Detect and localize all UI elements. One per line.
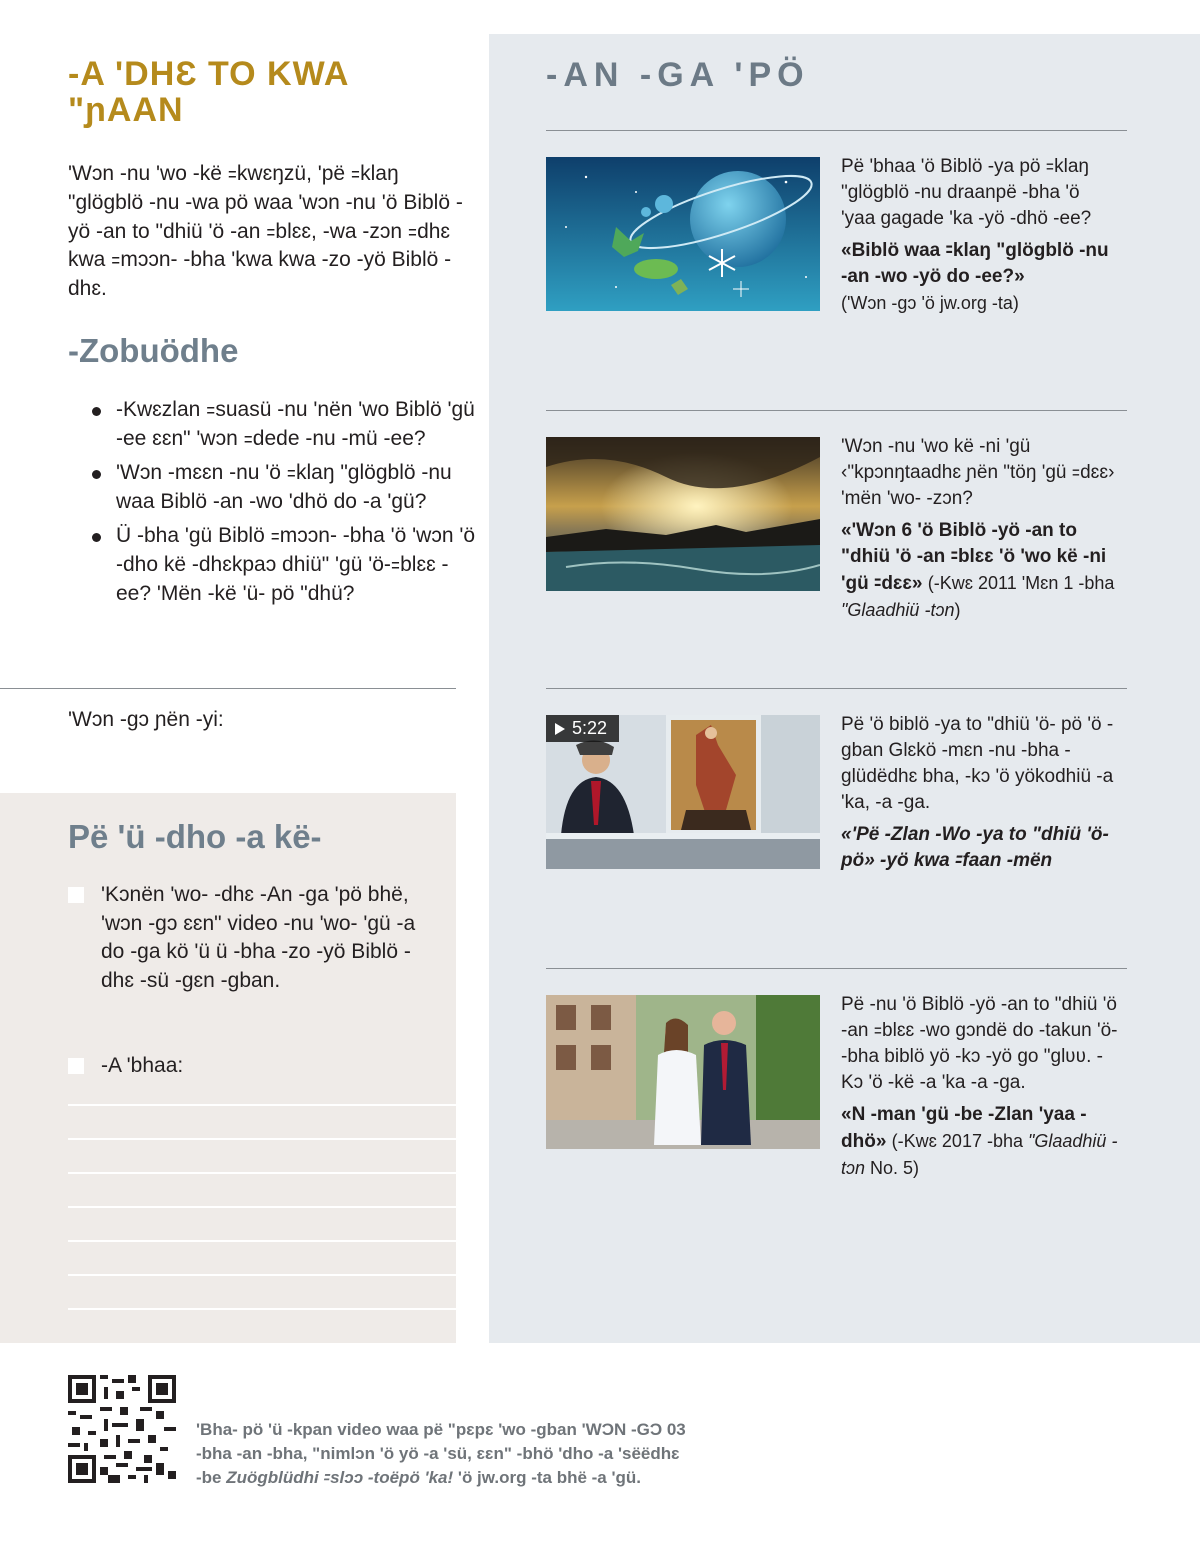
footer-note: 'Bha- pö 'ü -kpan video waa pë "pɛpɛ 'wo -gban 'WƆN -GƆ 03 -bha -an -bha, "nimlɔn 'ö yö -a 'sü, ɛɛn" -bhö 'dho -a 'sëëdhɛ -be Zuögblüdhi ꞊slɔɔ -toëpö 'ka! 'ö jw.org -ta bhë -a 'gü.: [196, 1420, 686, 1487]
list-item: Ü -bha 'gü Biblö ꞊mɔɔn- -bha 'ö 'wɔn 'ö -dho kë -dhɛkpaɔ dhiü" 'gü 'ö-꞊blɛɛ -ee? 'Mën -kë 'ü- pö "dhü?: [92, 522, 477, 608]
item-text: Pë 'bhaa 'ö Biblö -ya pö ꞊klaŋ "glögblö -nu draanpë -bha 'ö 'yaa gagade 'ka -yö -dhö -ee? «Biblö waa ꞊klaŋ "glögblö -nu -an -wo -yö do -ee?» ('Wɔn -gɔ 'ö jw.org -ta): [841, 154, 1119, 316]
divider: [546, 968, 1127, 969]
video-thumbnail[interactable]: [546, 715, 820, 869]
item-link[interactable]: «'Wɔn 6 'ö Biblö -yö -an to "dhiü 'ö -an ꞊blɛɛ 'ö 'wo kë -ni 'gü ꞊dɛɛ»: [841, 520, 1107, 594]
writing-line: [68, 1138, 456, 1140]
item-text: Pë 'ö biblö -ya to "dhiü 'ö- pö 'ö -gban Glɛkö -mɛn -nu -bha -glüdëdhɛ bha, -kɔ 'ö yökodhiü -a 'ka, -a -ga. «'Pë -Zlan -Wo -ya to "dhiü 'ö-pö» -yö kwa ꞊faan -mën: [841, 712, 1119, 874]
tasks-heading: Pë 'ü -dho -a kë-: [68, 818, 322, 855]
divider: [0, 688, 456, 689]
writing-line: [68, 1104, 456, 1106]
writing-line: [68, 1206, 456, 1208]
item-link[interactable]: «Biblö waa ꞊klaŋ "glögblö -nu -an -wo -yö do -ee?»: [841, 240, 1109, 287]
task-item[interactable]: 'Kɔnën 'wo- -dhɛ -An -ga 'pö bhë, 'wɔn -gɔ ɛɛn" video -nu 'wo- 'gü -a do -ga kö 'ü ü -bha -zo -yö Biblö -dhɛ -sü -gɛn -gban.: [68, 881, 438, 995]
item-link[interactable]: «'Pë -Zlan -Wo -ya to "dhiü 'ö-pö» -yö kwa ꞊faan -mën: [841, 824, 1109, 871]
intro-paragraph: 'Wɔn -nu 'wo -kë ꞊kwɛŋzü, 'pë ꞊klaŋ "glögblö -nu -wa pö waa 'wɔn -nu 'ö Biblö -yö -an to "dhiü 'ö -an ꞊blɛɛ, -wa -zɔn ꞊dhɛ kwa ꞊mɔɔn- -bha 'kwa kwa -zo -yö Biblö -dhɛ.: [68, 162, 463, 301]
writing-line: [68, 1308, 456, 1310]
writing-line: [68, 1240, 456, 1242]
item-text: Pë -nu 'ö Biblö -yö -an to "dhiü 'ö -an ꞊blɛɛ -wo gɔndë do -takun 'ö- -bha biblö yö -kɔ -yö go "glʋʋ. -Kɔ 'ö -kë -a 'ka -a -ga. «N -man 'gü -be -Zlan 'yaa -dhö» (-Kwɛ 2017 -bha "Glaadhiü -tɔn No. 5): [841, 994, 1118, 1178]
list-item: -Kwɛzlan ꞊suasü -nu 'nën 'wo Biblö 'gü -ee ɛɛn" 'wɔn ꞊dede -nu -mü -ee?: [92, 396, 477, 453]
bullet-icon: [92, 407, 101, 416]
list-item: 'Wɔn -mɛɛn -nu 'ö ꞊klaŋ "glögblö -nu waa Biblö -an -wo 'dhö do -a 'gü?: [92, 459, 477, 516]
task-item[interactable]: -A 'bhaa:: [68, 1052, 438, 1081]
note-label: 'Wɔn -gɔ ɲën -yi:: [68, 708, 224, 731]
questions-heading: -Zobuödhe: [68, 332, 239, 369]
video-duration-badge: 5:22: [546, 715, 619, 742]
divider: [546, 130, 1127, 131]
bullet-icon: [92, 533, 101, 542]
planet-image[interactable]: [546, 157, 820, 311]
writing-line: [68, 1172, 456, 1174]
writing-line: [68, 1274, 456, 1276]
item-link[interactable]: «N -man 'gü -be -Zlan 'yaa -dhö»: [841, 1104, 1087, 1152]
question-list: [92, 396, 477, 614]
page-title: -A 'DHƐ TO KWA "ɲAAN: [68, 55, 349, 129]
qr-code[interactable]: [68, 1375, 176, 1483]
bullet-icon: [92, 470, 101, 479]
divider: [546, 688, 1127, 689]
play-icon: [555, 723, 565, 735]
item-text: 'Wɔn -nu 'wo kë -ni 'gü ‹"kpɔnŋtaadhɛ ɲën "töŋ 'gü ꞊dɛɛ› 'mën 'wo- -zɔn? «'Wɔn 6 'ö Biblö -yö -an to "dhiü 'ö -an ꞊blɛɛ 'ö 'wo kë -ni 'gü ꞊dɛɛ» (-Kwɛ 2011 'Mɛn 1 -bha "Glaadhiü -tɔn): [841, 436, 1115, 620]
divider: [546, 410, 1127, 411]
section-title: -AN -GA 'PÖ: [546, 56, 810, 94]
couple-image[interactable]: [546, 995, 820, 1149]
sunset-sea-image[interactable]: [546, 437, 820, 591]
checkbox-icon[interactable]: [68, 1058, 84, 1074]
checkbox-icon[interactable]: [68, 887, 84, 903]
